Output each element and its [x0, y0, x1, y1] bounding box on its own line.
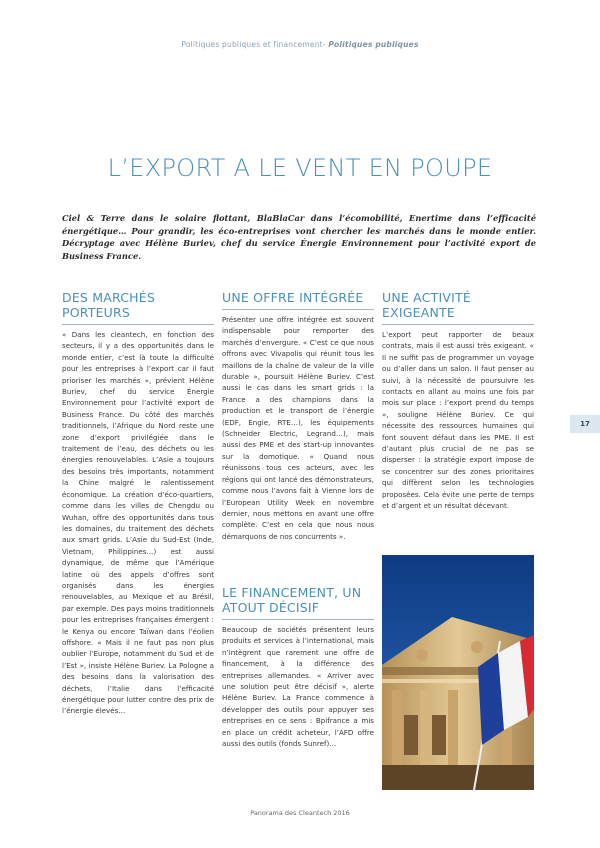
- section-heading-financement: LE FINANCEMENT, UN ATOUT DÉCISIF: [222, 585, 374, 620]
- section-heading-offre: UNE OFFRE INTÉGRÉE: [222, 290, 374, 310]
- section-heading-marches: DES MARCHÉS PORTEURS: [62, 290, 214, 325]
- article-title: L’EXPORT A LE VENT EN POUPE: [107, 154, 493, 182]
- column-activite-exigeante: [382, 290, 534, 512]
- photo-illustration: [382, 555, 534, 790]
- section-text-financement: Beaucoup de sociétés présentent leurs produits et services à l’international, mais n’intègrent que rarement une offre de financement, à la différence des entreprises allemandes. « Arriver avec une solution peut être décisif », alerte Hélène Buriev. La France commence à développer des outils pour appuyer ses entreprises en ce sens : Bpifrance a mis en place un crédit acheteur, l’AFD offre aussi des outils (fonds Sunref)…: [222, 625, 374, 749]
- column-financement: [222, 585, 374, 749]
- header-subsection: Politiques publiques: [328, 40, 419, 49]
- section-text-activite: L’export peut rapporter de beaux contrats, mais il est aussi très exigeant. « Il ne suffit pas de programmer un voyage ou d’aller dans un salon. Il faut penser au suivi, à la nécessité de poursuivre les contacts en allant au moins une fois par mois sur place : l’export prend du temps », souligne Hélène Buriev. Ce qui nécessite des ressources humaines qui font souvent défaut dans les PME. Il est d’autant plus crucial de ne pas se disperser : la stratégie export impose de se concentrer sur des zones prioritaires qui diffèrent selon les technologies proposées. Cela évite une perte de temps et d’argent et un résultat décevant.: [382, 330, 534, 511]
- page-footer: Panorama des Cleantech 2016: [250, 809, 350, 817]
- section-heading-activite: UNE ACTIVITÉ EXIGEANTE: [382, 290, 534, 325]
- page-number-tab: 17: [570, 415, 600, 433]
- section-text-marches: « Dans les cleantech, en fonction des secteurs, il y a des opportunités dans le monde entier, c’est là toute la difficulté pour les entreprises à l’export car il faut prioriser les marchés », prévient Hélène Buriev, chef du service Énergie Environnement pour l’activité export de Business France. Du côté des marchés traditionnels, l’Afrique du Nord reste une zone d’export privilégiée dans le traitement de l’eau, des déchets ou les énergies renouvelables. L’Asie a toujours des besoins très importants, notamment la Chine malgré le ralentissement économique. La création d’éco-quartiers, comme dans les villes de Chengdu ou Wuhan, offre des opportunités dans tous les domaines, du traitement des déchets aux smart grids. L’Asie du Sud-Est (Inde, Vietnam, Philippines…) est aussi dynamique, de même que l’Amérique latine où des appels d’offres sont organisés dans les énergies renouvelables, au Mexique et au Brésil, par exemple. Des pays moins traditionnels pour les entreprises françaises émergent : le Kenya ou encore Taïwan dans l’éolien offshore. « Mais il ne faut pas non plus oublier l’Europe, notamment du Sud et de l’Est », insiste Hélène Buriev. La Pologne a des besoins dans la valorisation des déchets, l’Italie dans l’efficacité énergétique pour lutter contre des prix de l’énergie élevés…: [62, 330, 214, 716]
- article-intro: Ciel & Terre dans le solaire flottant, BlaBlaCar dans l’écomobilité, Enertime dans l’efficacité énergétique… Pour grandir, les éco-entreprises vont chercher les marchés dans le monde entier. Décryptage avec Hélène Buriev, chef du service Énergie Environnement pour l’activité export de Business France.: [62, 213, 536, 261]
- building-flag-photo: [382, 555, 534, 790]
- section-text-offre: Présenter une offre intégrée est souvent indispensable pour remporter des marchés d’envergure. « C’est ce que nous offrons avec Vivapolis qui réunit tous les maillons de la chaîne de valeur de la ville durable », poursuit Hélène Buriev. C’est aussi le cas dans les smart grids : la France a des champions dans la production et le transport de l’énergie (EDF, Engie, RTE…), les équipements (Schneider Electric, Legrand…), mais aussi des PME et des start-up innovantes sur la domotique. « Quand nous réunissons tous ces acteurs, avec les régions qui ont lancé des démonstrateurs, comme nous l’avons fait à Vienne lors de l’European Utility Week en novembre dernier, nous mettons en avant une offre complète. C’est en cela que nous nous démarquons de nos concurrents ».: [222, 315, 374, 541]
- running-header: [0, 40, 600, 49]
- column-offre-integree: [222, 290, 374, 542]
- column-marches-porteurs: [62, 290, 214, 717]
- header-section: Politiques publiques et financement-: [181, 40, 326, 49]
